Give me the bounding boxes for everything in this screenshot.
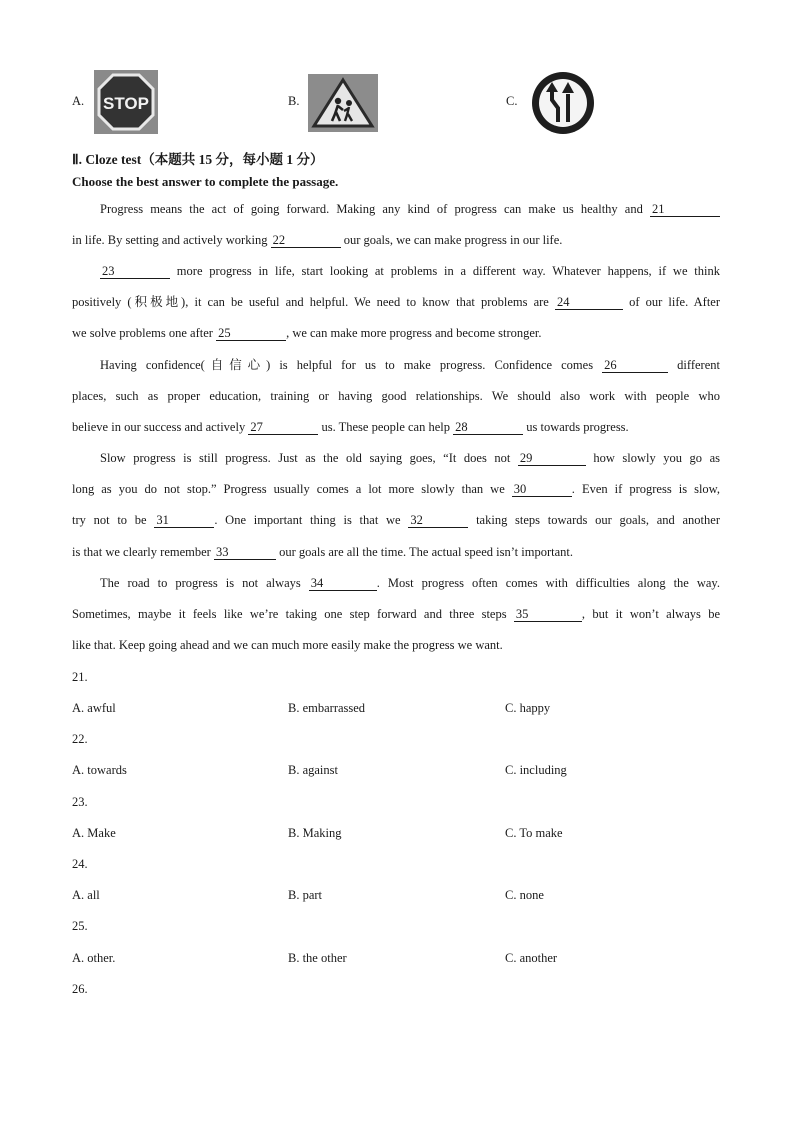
sign-options xyxy=(72,70,732,136)
blank-21[interactable]: 21 xyxy=(650,202,720,217)
passage-line: places, such as proper education, training or having good relationships. We should also work with people who xyxy=(72,389,720,404)
passage-line: Sometimes, maybe it feels like we’re taking one step forward and three steps 35 , but it won’t always be xyxy=(72,607,720,622)
option-a-label: A. xyxy=(72,94,85,108)
option-a[interactable]: A. other. xyxy=(72,951,116,965)
option-c-label: C. xyxy=(506,94,518,108)
stop-sign-icon xyxy=(94,70,158,134)
section-instruction: Choose the best answer to complete the passage. xyxy=(72,174,339,189)
option-c[interactable]: C. none xyxy=(505,888,544,902)
passage-line: we solve problems one after 25 , we can make more progress and become stronger. xyxy=(72,326,542,341)
passage-line: in life. By setting and actively working 22 our goals, we can make progress in our life. xyxy=(72,233,563,248)
option-b[interactable]: B. part xyxy=(288,888,323,902)
blank-29[interactable]: 29 xyxy=(518,451,586,466)
passage-line: Progress means the act of going forward. Making any kind of progress can make us healthy and 21 xyxy=(72,194,720,225)
passage-line: is that we clearly remember 33 our goals are all the time. The actual speed isn’t important. xyxy=(72,544,573,559)
option-b[interactable]: B. embarrassed xyxy=(288,701,366,715)
passage-paragraph-5 xyxy=(72,568,720,662)
blank-33[interactable]: 33 xyxy=(214,545,276,560)
passage-line: The road to progress is not always 34 . Most progress often comes with difficulties along the way. xyxy=(100,576,720,590)
passage-line: like that. Keep going ahead and we can much more easily make the progress we want. xyxy=(72,638,503,653)
children-crossing-sign-icon xyxy=(308,74,378,132)
passage-paragraph-4 xyxy=(72,443,720,568)
passage-line: Having confidence(自信心) is helpful for us to make progress. Confidence comes 26 different xyxy=(100,358,720,372)
option-c[interactable]: C. happy xyxy=(505,701,551,715)
passage-line: positively (积极地), it can be useful and helpful. We need to know that problems are 24 of our life. After xyxy=(72,295,721,310)
option-a[interactable]: A. awful xyxy=(72,701,116,715)
question-number: 25. xyxy=(72,919,88,933)
option-b[interactable]: B. against xyxy=(288,763,338,777)
section-heading: Ⅱ. Cloze test（本题共 15 分，每小题 1 分） xyxy=(72,152,324,167)
blank-31[interactable]: 31 xyxy=(154,513,214,528)
question-number: 22. xyxy=(72,732,88,746)
passage-line: try not to be 31 . One important thing is that we 32 taking steps towards our goals, and another xyxy=(72,513,720,528)
option-a[interactable]: A. towards xyxy=(72,763,127,777)
option-a[interactable]: A. Make xyxy=(72,826,116,840)
passage-line: 23 more progress in life, start looking at problems in a different way. Whatever happens, if we think xyxy=(102,264,720,278)
question-number: 23. xyxy=(72,795,88,809)
passage-paragraph-1 xyxy=(72,194,720,256)
option-a[interactable]: A. all xyxy=(72,888,100,902)
question-number: 26. xyxy=(72,982,88,996)
blank-26[interactable]: 26 xyxy=(602,358,668,373)
blank-27[interactable]: 27 xyxy=(248,420,318,435)
option-c[interactable]: C. including xyxy=(505,763,567,777)
option-b[interactable]: B. the other xyxy=(288,951,347,965)
blank-25[interactable]: 25 xyxy=(216,326,286,341)
question-number: 24. xyxy=(72,857,88,871)
blank-22[interactable]: 22 xyxy=(271,233,341,248)
option-b-label: B. xyxy=(288,94,300,108)
blank-28[interactable]: 28 xyxy=(453,420,523,435)
passage-line: believe in our success and actively 27 us. These people can help 28 us towards progress. xyxy=(72,420,629,435)
stop-sign-text: STOP xyxy=(103,94,149,113)
option-c[interactable]: C. To make xyxy=(505,826,563,840)
blank-34[interactable]: 34 xyxy=(309,576,377,591)
blank-24[interactable]: 24 xyxy=(555,295,623,310)
no-overtaking-sign-icon xyxy=(530,70,596,136)
option-b[interactable]: B. Making xyxy=(288,826,342,840)
passage-line: Slow progress is still progress. Just as the old saying goes, “It does not 29 how slowly you go as xyxy=(100,451,720,465)
blank-30[interactable]: 30 xyxy=(512,482,572,497)
passage-line: long as you do not stop.” Progress usually comes a lot more slowly than we 30 . Even if progress is slow, xyxy=(72,482,721,497)
option-c[interactable]: C. another xyxy=(505,951,558,965)
passage-paragraph-3 xyxy=(72,350,720,444)
blank-32[interactable]: 32 xyxy=(408,513,468,528)
passage-paragraph-2 xyxy=(72,256,720,350)
blank-35[interactable]: 35 xyxy=(514,607,582,622)
blank-23[interactable]: 23 xyxy=(100,264,170,279)
question-number: 21. xyxy=(72,670,88,684)
